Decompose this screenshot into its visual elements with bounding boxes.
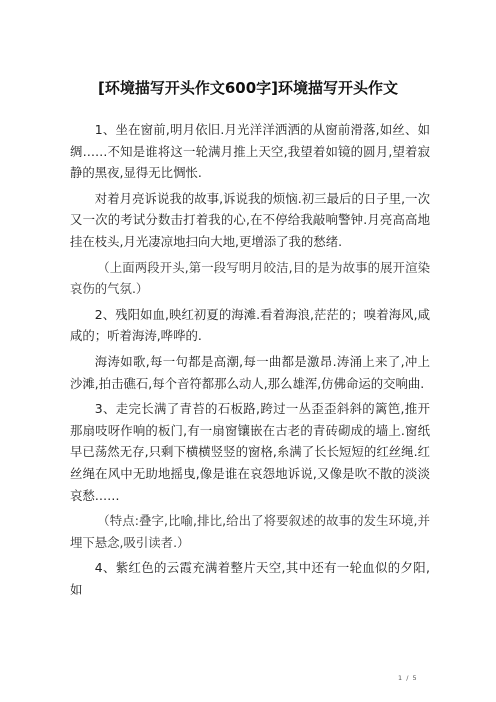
paragraph-5: 3、走完长满了青苔的石板路,跨过一丛歪歪斜斜的篱笆,推开那扇吱呀作响的板门,有一扇窗镶嵌在古老的青砖砌成的墙上.窗纸早已荡然无存,只剩下横横竖竖的窗格,糸满了长长短短的红丝绳.红丝绳在风中无助地摇曳,像是谁在哀怨地诉说,又像是吹不散的淡淡哀愁…… [70,401,430,503]
paragraph-4: 海涛如歌,每一句都是高潮,每一曲都是激昂.涛涌上来了,冲上沙滩,拍击礁石,每个音符都那么动人,那么雄浑,仿佛命运的交响曲. [70,353,430,391]
paragraph-3: 2、残阳如血,映红初夏的海滩.看着海浪,茫茫的；嗅着海风,咸咸的；听着海涛,哗哗的. [70,306,430,344]
document-body [70,119,430,604]
page-number: 1 / 5 [398,674,418,682]
paragraph-2: 对着月亮诉说我的故事,诉说我的烦恼.初三最后的日子里,一次又一次的考试分数击打着我的心,在不停给我敲响警钟.月亮高高地挂在枝头,月光凄凉地扫向大地,更增添了我的愁绪. [70,190,430,249]
document-title: [环境描写开头作文600字]环境描写开头作文 [97,79,399,97]
paragraph-note-1: （上面两段开头,第一段写明月皎洁,目的是为故事的展开渲染哀伤的气氛.） [70,259,430,297]
paragraph-note-2: （特点:叠字,比喻,排比,给出了将要叙述的故事的发生环境,并埋下悬念,吸引读者.） [70,513,430,550]
paragraph-1: 1、坐在窗前,明月依旧.月光洋洋洒洒的从窗前滑落,如丝、如绸……不知是谁将这一轮满月推上天空,我望着如镜的圆月,望着寂静的黑夜,显得无比惆怅. [70,122,430,181]
paragraph-6: 4、紫红色的云霞充满着整片天空,其中还有一轮血似的夕阳,如 [70,560,430,597]
